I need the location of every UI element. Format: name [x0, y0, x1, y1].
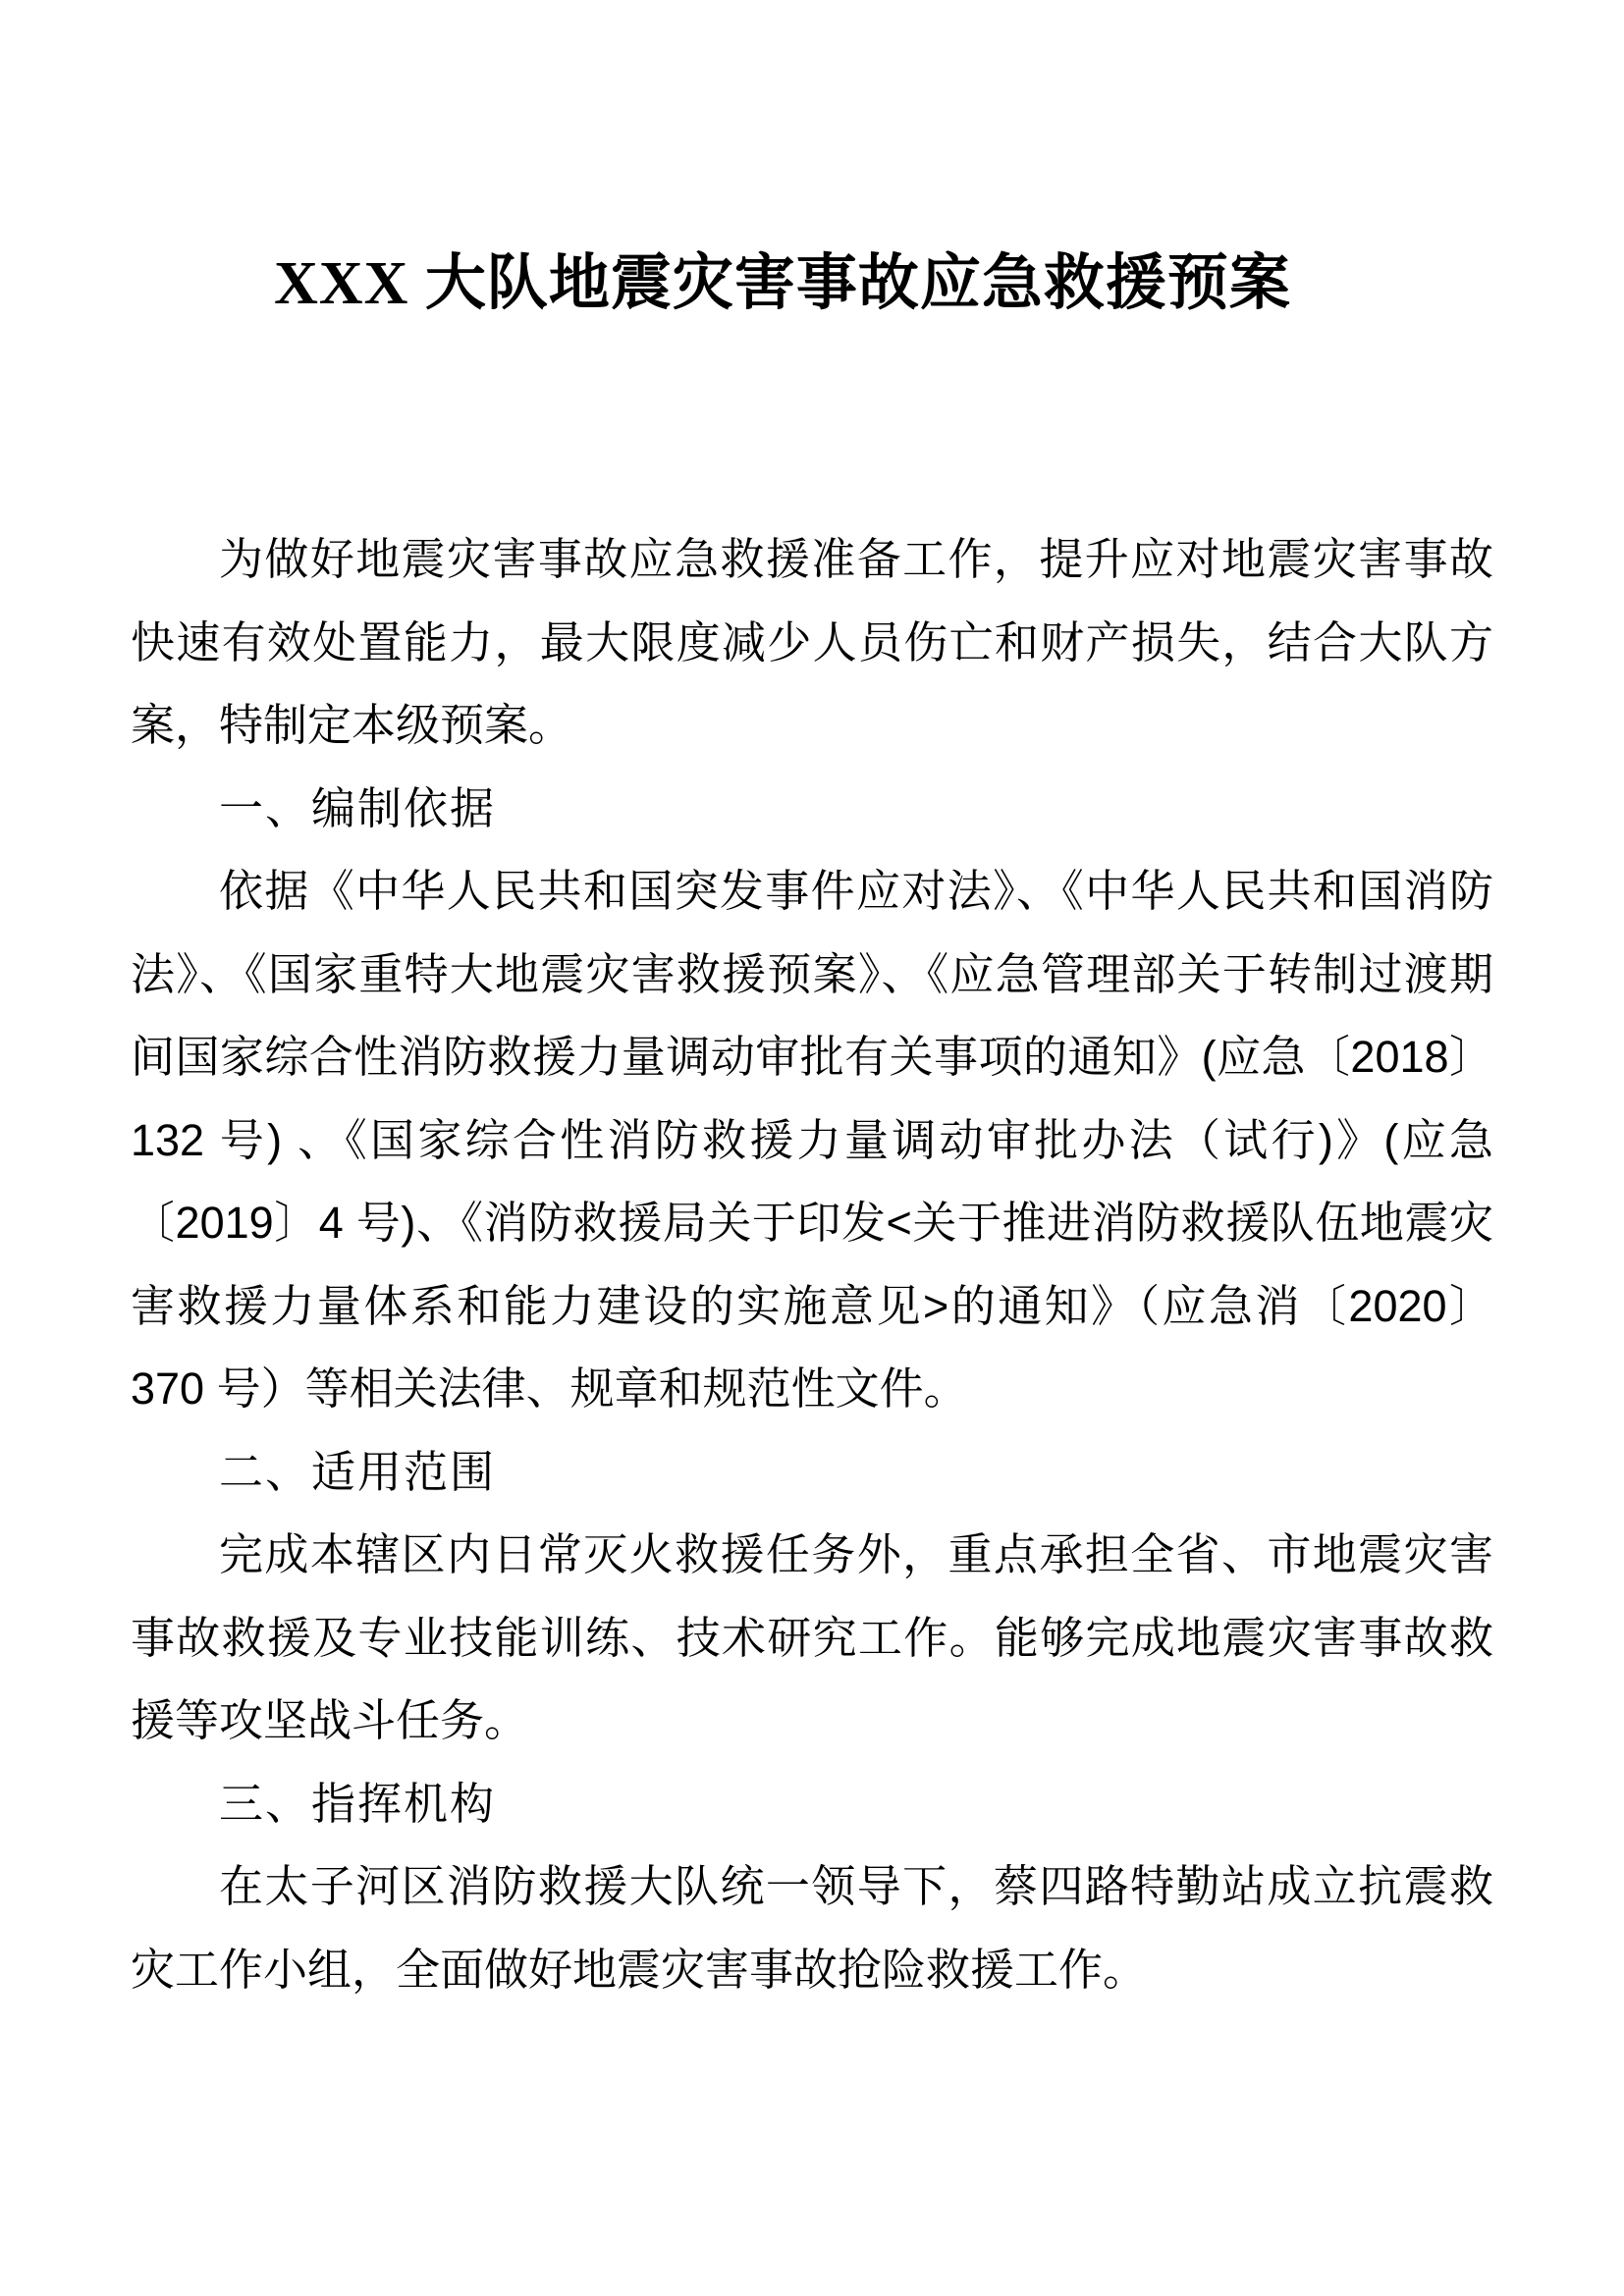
section-heading: 一、编制依据: [219, 782, 497, 833]
paragraph: 依据《中华人民共和国突发事件应对法》、《中华人民共和国消防法》、《国家重特大地震灾害救援预案》、《应急管理部关于转制过渡期间国家综合性消防救援力量调动审批有关事项的通知》(应急〔2018〕132 号) 、《国家综合性消防救援力量调动审批办法（试行)》(应急〔2019〕4 号)、《消防救援局关于印发<关于推进消防救援队伍地震灾害救援力量体系和能力建设的实施意见>的通知》（应急消〔2020〕370 号）等相关法律、规章和规范性文件。: [131, 866, 1493, 1414]
section-heading: 三、指挥机构: [219, 1778, 497, 1829]
paragraph: 完成本辖区内日常灭火救援任务外，重点承担全省、市地震灾害事故救援及专业技能训练、技术研究工作。能够完成地震灾害事故救援等攻坚战斗任务。: [131, 1529, 1493, 1745]
document-title: XXX 大队地震灾害事故应急救援预案: [274, 250, 1291, 317]
paragraph: 在太子河区消防救援大队统一领导下，蔡四路特勤站成立抗震救灾工作小组，全面做好地震灾害事故抢险救援工作。: [131, 1861, 1493, 1995]
paragraph: 为做好地震灾害事故应急救援准备工作，提升应对地震灾害事故快速有效处置能力，最大限度减少人员伤亡和财产损失，结合大队方案，特制定本级预案。: [131, 534, 1493, 750]
section-heading: 二、适用范围: [219, 1446, 497, 1497]
document-body: [131, 518, 1493, 2011]
